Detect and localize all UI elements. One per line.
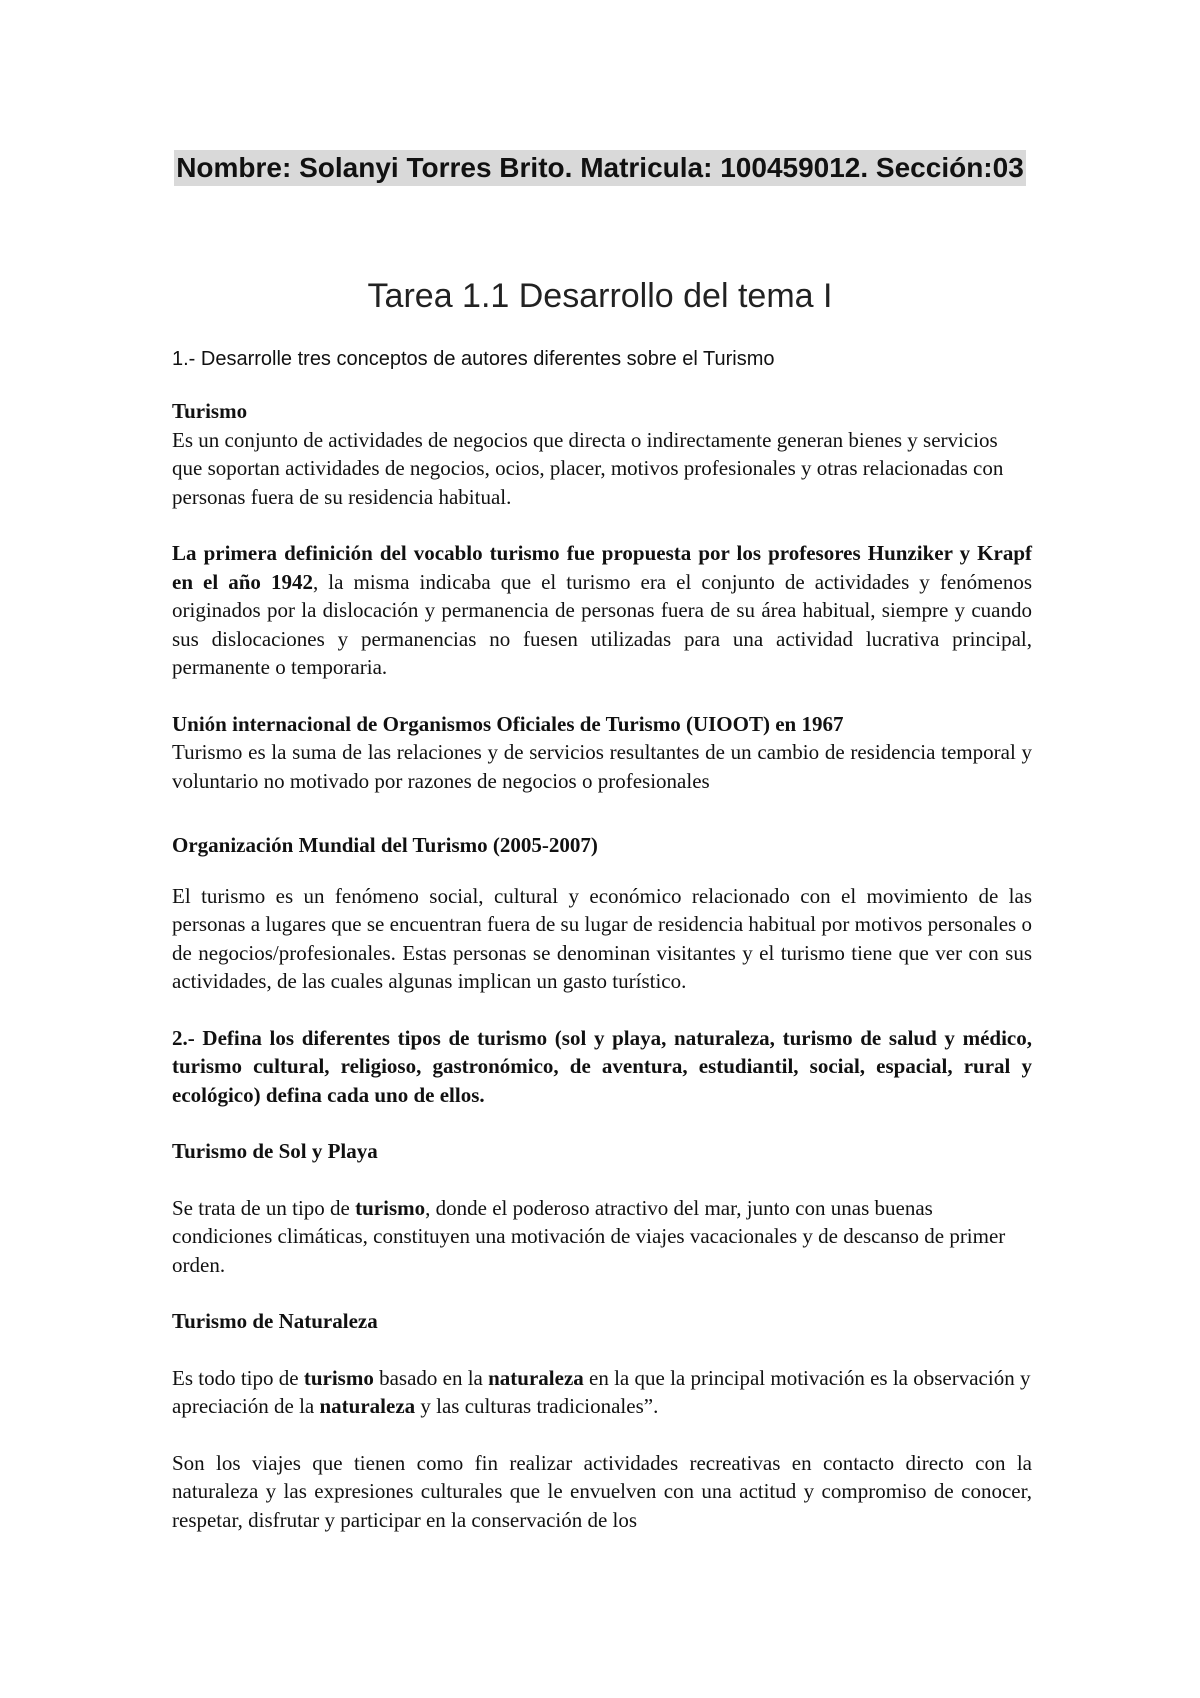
header-container xyxy=(0,150,1200,186)
sol-playa-paragraph xyxy=(172,1194,1032,1280)
naturaleza-heading: Turismo de Naturaleza xyxy=(172,1309,378,1333)
hunziker-rest: , la misma indicaba que el turismo era el conjunto de actividades y fenómenos originados por la dislocación y permanencia de personas fuera de su área habitual, siempre y cuando sus dislocaciones y permanencias no fuesen utilizadas para una actividad lucrativa principal, permanente o temporaria. xyxy=(172,569,1032,679)
naturaleza-paragraph-1 xyxy=(172,1364,1032,1421)
document-title: Tarea 1.1 Desarrollo del tema I xyxy=(367,277,833,315)
document-body xyxy=(172,345,1032,1534)
question-2: 2.- Defina los diferentes tipos de turismo (sol y playa, naturaleza, turismo de salud y médico, turismo cultural, religioso, gastronómico, de aventura, estudiantil, social, espacial, rural y ecológico) defina cada uno de ellos. xyxy=(172,1025,1032,1107)
naturaleza-text-c: basado en la xyxy=(373,1365,489,1390)
sol-playa-bold-1: turismo xyxy=(355,1195,426,1220)
sol-playa-text-1: Se trata de un tipo de xyxy=(172,1195,356,1220)
turismo-paragraph: Es un conjunto de actividades de negocios que directa o indirectamente generan bienes y servicios que soportan actividades de negocios, ocios, placer, motivos profesionales y otras relacionadas con personas fuera de su residencia habitual. xyxy=(172,427,1004,509)
naturaleza-text-e: en la que la principal motivación es la observación y apreciación de la xyxy=(172,1365,1031,1418)
sol-playa-text-2: , donde el poderoso atractivo del mar, junto con unas buenas condiciones climáticas, constituyen una motivación de viajes vacacionales y de descanso de primer orden. xyxy=(172,1195,1006,1277)
omt-paragraph: El turismo es un fenómeno social, cultural y económico relacionado con el movimiento de las personas a lugares que se encuentran fuera de su lugar de residencia habitual por motivos personales o de negocios/profesionales. Estas personas se denominan visitantes y el turismo tiene que ver con sus actividades, de las cuales algunas implican un gasto turístico. xyxy=(172,883,1032,993)
naturaleza-paragraph-2: Son los viajes que tienen como fin realizar actividades recreativas en contacto directo con la naturaleza y las expresiones culturales que le envuelven con una actitud y compromiso de conocer, respetar, disfrutar y participar en la conservación de los xyxy=(172,1450,1032,1532)
hunziker-paragraph xyxy=(172,539,1032,682)
naturaleza-text-a: Es todo tipo de xyxy=(172,1365,304,1390)
student-info-header: Nombre: Solanyi Torres Brito. Matricula: 100459012. Sección:03 xyxy=(174,150,1026,186)
uioot-heading: Unión internacional de Organismos Oficiales de Turismo (UIOOT) en 1967 xyxy=(172,711,844,736)
question-1: 1.- Desarrolle tres conceptos de autores diferentes sobre el Turismo xyxy=(172,348,775,370)
naturaleza-bold-d: naturaleza xyxy=(488,1365,584,1390)
uioot-paragraph: Turismo es la suma de las relaciones y de servicios resultantes de un cambio de residencia temporal y voluntario no motivado por razones de negocios o profesionales xyxy=(172,740,1032,793)
naturaleza-text-g: y las culturas tradicionales”. xyxy=(415,1394,659,1418)
turismo-heading: Turismo xyxy=(172,399,248,423)
naturaleza-bold-f: naturaleza xyxy=(319,1394,416,1418)
hunziker-lead: La primera definición del vocablo turismo fue propuesta por los profesores Hunziker y Krapf en el año 1942 xyxy=(172,541,1032,594)
sol-playa-heading: Turismo de Sol y Playa xyxy=(172,1139,378,1163)
omt-heading: Organización Mundial del Turismo (2005-2007) xyxy=(172,833,598,857)
naturaleza-bold-b: turismo xyxy=(303,1365,374,1390)
